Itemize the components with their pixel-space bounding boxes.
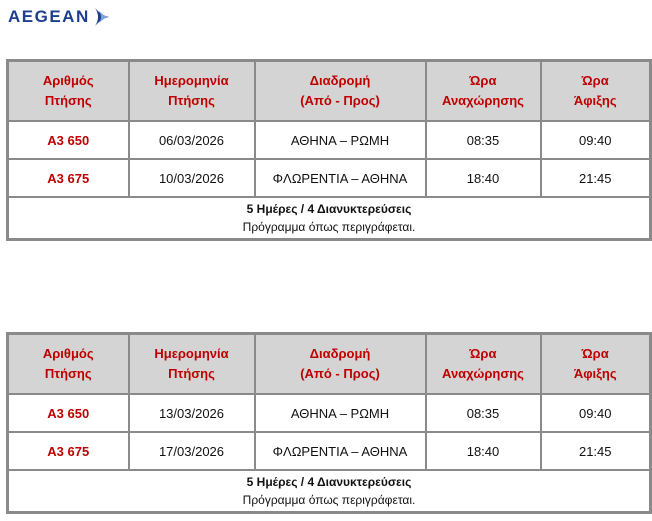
table-row: [8, 394, 651, 432]
table-note-row: [8, 197, 651, 240]
table-header-row: [8, 61, 651, 122]
table-note-row: [8, 470, 651, 513]
arrival-cell: 09:40: [541, 121, 651, 159]
header-flight-date: Ημερομηνία Πτήσης: [129, 61, 255, 122]
header-route: Διαδρομή (Από - Προς): [255, 61, 426, 122]
trip-duration-label: 5 Ημέρες / 4 Διανυκτερεύσεις: [246, 475, 412, 489]
brand-name: AEGEAN: [8, 7, 90, 26]
arrival-cell: 09:40: [541, 394, 651, 432]
header-flight-date: Ημερομηνία Πτήσης: [129, 334, 255, 395]
flight-schedule-table-1: [6, 59, 652, 241]
trip-summary-cell: [8, 470, 651, 513]
date-cell: 17/03/2026: [129, 432, 255, 470]
aegean-logo: [8, 5, 111, 29]
header-flight-number: Αριθμός Πτήσης: [8, 61, 129, 122]
route-cell: ΦΛΩΡΕΝΤΙΑ – ΑΘΗΝΑ: [255, 159, 426, 197]
flight-number-cell: A3 675: [8, 432, 129, 470]
date-cell: 10/03/2026: [129, 159, 255, 197]
header-arrival-time: Ώρα Άφιξης: [541, 334, 651, 395]
header-route: Διαδρομή (Από - Προς): [255, 334, 426, 395]
table-row: [8, 121, 651, 159]
departure-cell: 08:35: [426, 121, 541, 159]
header-arrival-time: Ώρα Άφιξης: [541, 61, 651, 122]
trip-description: Πρόγραμμα όπως περιγράφεται.: [242, 220, 416, 234]
flight-number-cell: A3 675: [8, 159, 129, 197]
trip-duration-label: 5 Ημέρες / 4 Διανυκτερεύσεις: [246, 202, 412, 216]
header-departure-time: Ώρα Αναχώρησης: [426, 61, 541, 122]
header-departure-time: Ώρα Αναχώρησης: [426, 334, 541, 395]
trip-description: Πρόγραμμα όπως περιγράφεται.: [242, 493, 416, 507]
arrival-cell: 21:45: [541, 159, 651, 197]
date-cell: 06/03/2026: [129, 121, 255, 159]
table-header-row: [8, 334, 651, 395]
departure-cell: 18:40: [426, 432, 541, 470]
date-cell: 13/03/2026: [129, 394, 255, 432]
header-flight-number: Αριθμός Πτήσης: [8, 334, 129, 395]
flight-schedule-table-2: [6, 332, 652, 514]
flight-number-cell: A3 650: [8, 121, 129, 159]
departure-cell: 18:40: [426, 159, 541, 197]
route-cell: ΑΘΗΝΑ – ΡΩΜΗ: [255, 121, 426, 159]
route-cell: ΦΛΩΡΕΝΤΙΑ – ΑΘΗΝΑ: [255, 432, 426, 470]
aegean-swoosh-icon: [93, 7, 111, 27]
departure-cell: 08:35: [426, 394, 541, 432]
trip-summary-cell: [8, 197, 651, 240]
table-row: [8, 159, 651, 197]
arrival-cell: 21:45: [541, 432, 651, 470]
table-row: [8, 432, 651, 470]
route-cell: ΑΘΗΝΑ – ΡΩΜΗ: [255, 394, 426, 432]
flight-number-cell: A3 650: [8, 394, 129, 432]
